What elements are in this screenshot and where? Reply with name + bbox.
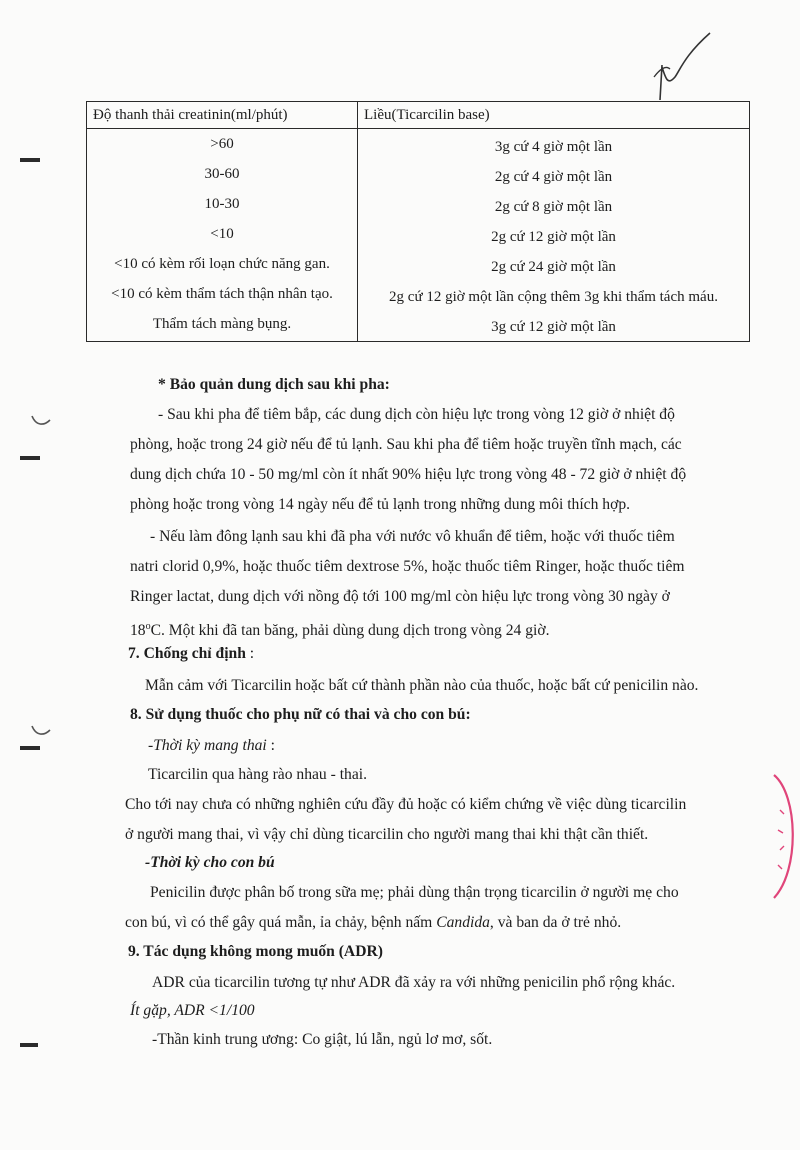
punch-hole-mark xyxy=(30,412,52,430)
dose-value: 2g cứ 24 giờ một lần xyxy=(491,259,616,275)
storage-heading: * Bảo quản dung dịch sau khi pha: xyxy=(158,376,390,393)
paragraph-line: -Thần kinh trung ương: Co giật, lú lẫn, ngủ lơ mơ, sốt. xyxy=(152,1031,493,1048)
pregnancy-subheading: -Thời kỳ mang thai xyxy=(148,737,267,754)
dose-value: 3g cứ 12 giờ một lần xyxy=(491,319,616,335)
dose-value: 2g cứ 12 giờ một lần cộng thêm 3g khi thẩm tách máu. xyxy=(389,289,718,305)
paragraph-line: phòng, hoặc trong 24 giờ nếu để tủ lạnh. Sau khi pha để tiêm hoặc truyền tĩnh mạch, các xyxy=(130,436,682,453)
text-run: , và ban da ở trẻ nhỏ. xyxy=(489,914,622,931)
clearance-value: 30-60 xyxy=(204,166,240,182)
contra-colon: : xyxy=(245,645,255,662)
adr-frequency: Ít gặp, ADR <1/100 xyxy=(130,1002,255,1019)
clearance-value: >60 xyxy=(210,136,234,152)
temperature-rest: C. Một khi đã tan băng, phải dùng dung dịch trong vòng 24 giờ. xyxy=(150,622,550,640)
paragraph-line: Mẫn cảm với Ticarcilin hoặc bất cứ thành phần nào của thuốc, hoặc bất cứ penicilin nào. xyxy=(145,677,699,694)
dose-header: Liều(Ticarcilin base) xyxy=(358,102,750,129)
paragraph-line: ở người mang thai, vì vậy chỉ dùng ticarcilin cho người mang thai khi thật cần thiết. xyxy=(125,826,649,843)
dosage-table xyxy=(86,101,750,342)
paragraph-line: Penicilin được phân bố trong sữa mẹ; phải dùng thận trọng ticarcilin ở người mẹ cho xyxy=(150,884,679,901)
table-row xyxy=(87,129,750,342)
clearance-value: <10 có kèm thẩm tách thận nhân tạo. xyxy=(111,286,333,302)
clearance-value: <10 có kèm rối loạn chức năng gan. xyxy=(114,256,330,272)
pregnancy-colon: : xyxy=(266,737,275,754)
handwritten-signature xyxy=(640,25,720,110)
contra-heading: 7. Chống chỉ định xyxy=(128,645,246,662)
paragraph-line: Ringer lactat, dung dịch với nồng độ tới 100 mg/ml còn hiệu lực trong vòng 30 ngày ở xyxy=(130,588,670,605)
dose-value: 2g cứ 4 giờ một lần xyxy=(494,169,613,185)
organism-name: Candida xyxy=(436,914,490,931)
paragraph-line xyxy=(125,913,621,933)
scan-mark xyxy=(20,1043,38,1047)
paragraph-line: Cho tới nay chưa có những nghiên cứu đầy đủ hoặc có kiểm chứng về việc dùng ticarcilin xyxy=(125,796,687,813)
dose-value: 2g cứ 8 giờ một lần xyxy=(494,199,613,215)
paragraph-line: Ticarcilin qua hàng rào nhau - thai. xyxy=(148,766,367,783)
temperature-value: 18 xyxy=(130,622,146,640)
paragraph-line: ADR của ticarcilin tương tự như ADR đã xảy ra với những penicilin phổ rộng khác. xyxy=(152,974,676,991)
paragraph-line: - Sau khi pha để tiêm bắp, các dung dịch còn hiệu lực trong vòng 12 giờ ở nhiệt độ xyxy=(158,406,675,423)
pregnancy-heading: 8. Sử dụng thuốc cho phụ nữ có thai và cho con bú: xyxy=(130,706,471,723)
paragraph-line: - Nếu làm đông lạnh sau khi đã pha với nước vô khuẩn để tiêm, hoặc với thuốc tiêm xyxy=(150,528,675,545)
clearance-column xyxy=(87,129,358,342)
stamp-mark xyxy=(758,770,800,905)
dose-column xyxy=(358,129,750,342)
scan-mark xyxy=(20,158,40,162)
degree-mark: o xyxy=(145,621,151,632)
text-run: con bú, vì có thể gây quá mẫn, ỉa chảy, bệnh nấm xyxy=(125,914,437,931)
adr-heading: 9. Tác dụng không mong muốn (ADR) xyxy=(128,943,383,960)
scan-mark xyxy=(20,746,40,750)
paragraph-line: dung dịch chứa 10 - 50 mg/ml còn ít nhất 90% hiệu lực trong vòng 48 - 72 giờ ở nhiệt độ xyxy=(130,466,687,483)
contra-heading-line xyxy=(128,644,254,664)
lactation-subheading: -Thời kỳ cho con bú xyxy=(145,854,275,871)
clearance-value: 10-30 xyxy=(204,196,240,212)
clearance-value: <10 xyxy=(210,226,234,242)
dose-value: 3g cứ 4 giờ một lần xyxy=(494,139,613,155)
paragraph-line xyxy=(130,617,550,641)
dose-value: 2g cứ 12 giờ một lần xyxy=(491,229,616,245)
paragraph-line: natri clorid 0,9%, hoặc thuốc tiêm dextrose 5%, hoặc thuốc tiêm Ringer, hoặc thuốc tiêm xyxy=(130,558,685,575)
clearance-header: Độ thanh thải creatinin(ml/phút) xyxy=(87,102,358,129)
table-header-row xyxy=(87,102,750,129)
punch-hole-mark xyxy=(30,722,52,740)
clearance-value: Thẩm tách màng bụng. xyxy=(152,316,292,332)
pregnancy-subheading-line xyxy=(148,736,275,756)
scan-mark xyxy=(20,456,40,460)
paragraph-line: phòng hoặc trong vòng 14 ngày nếu để tủ lạnh trong những dung môi thích hợp. xyxy=(130,496,631,513)
